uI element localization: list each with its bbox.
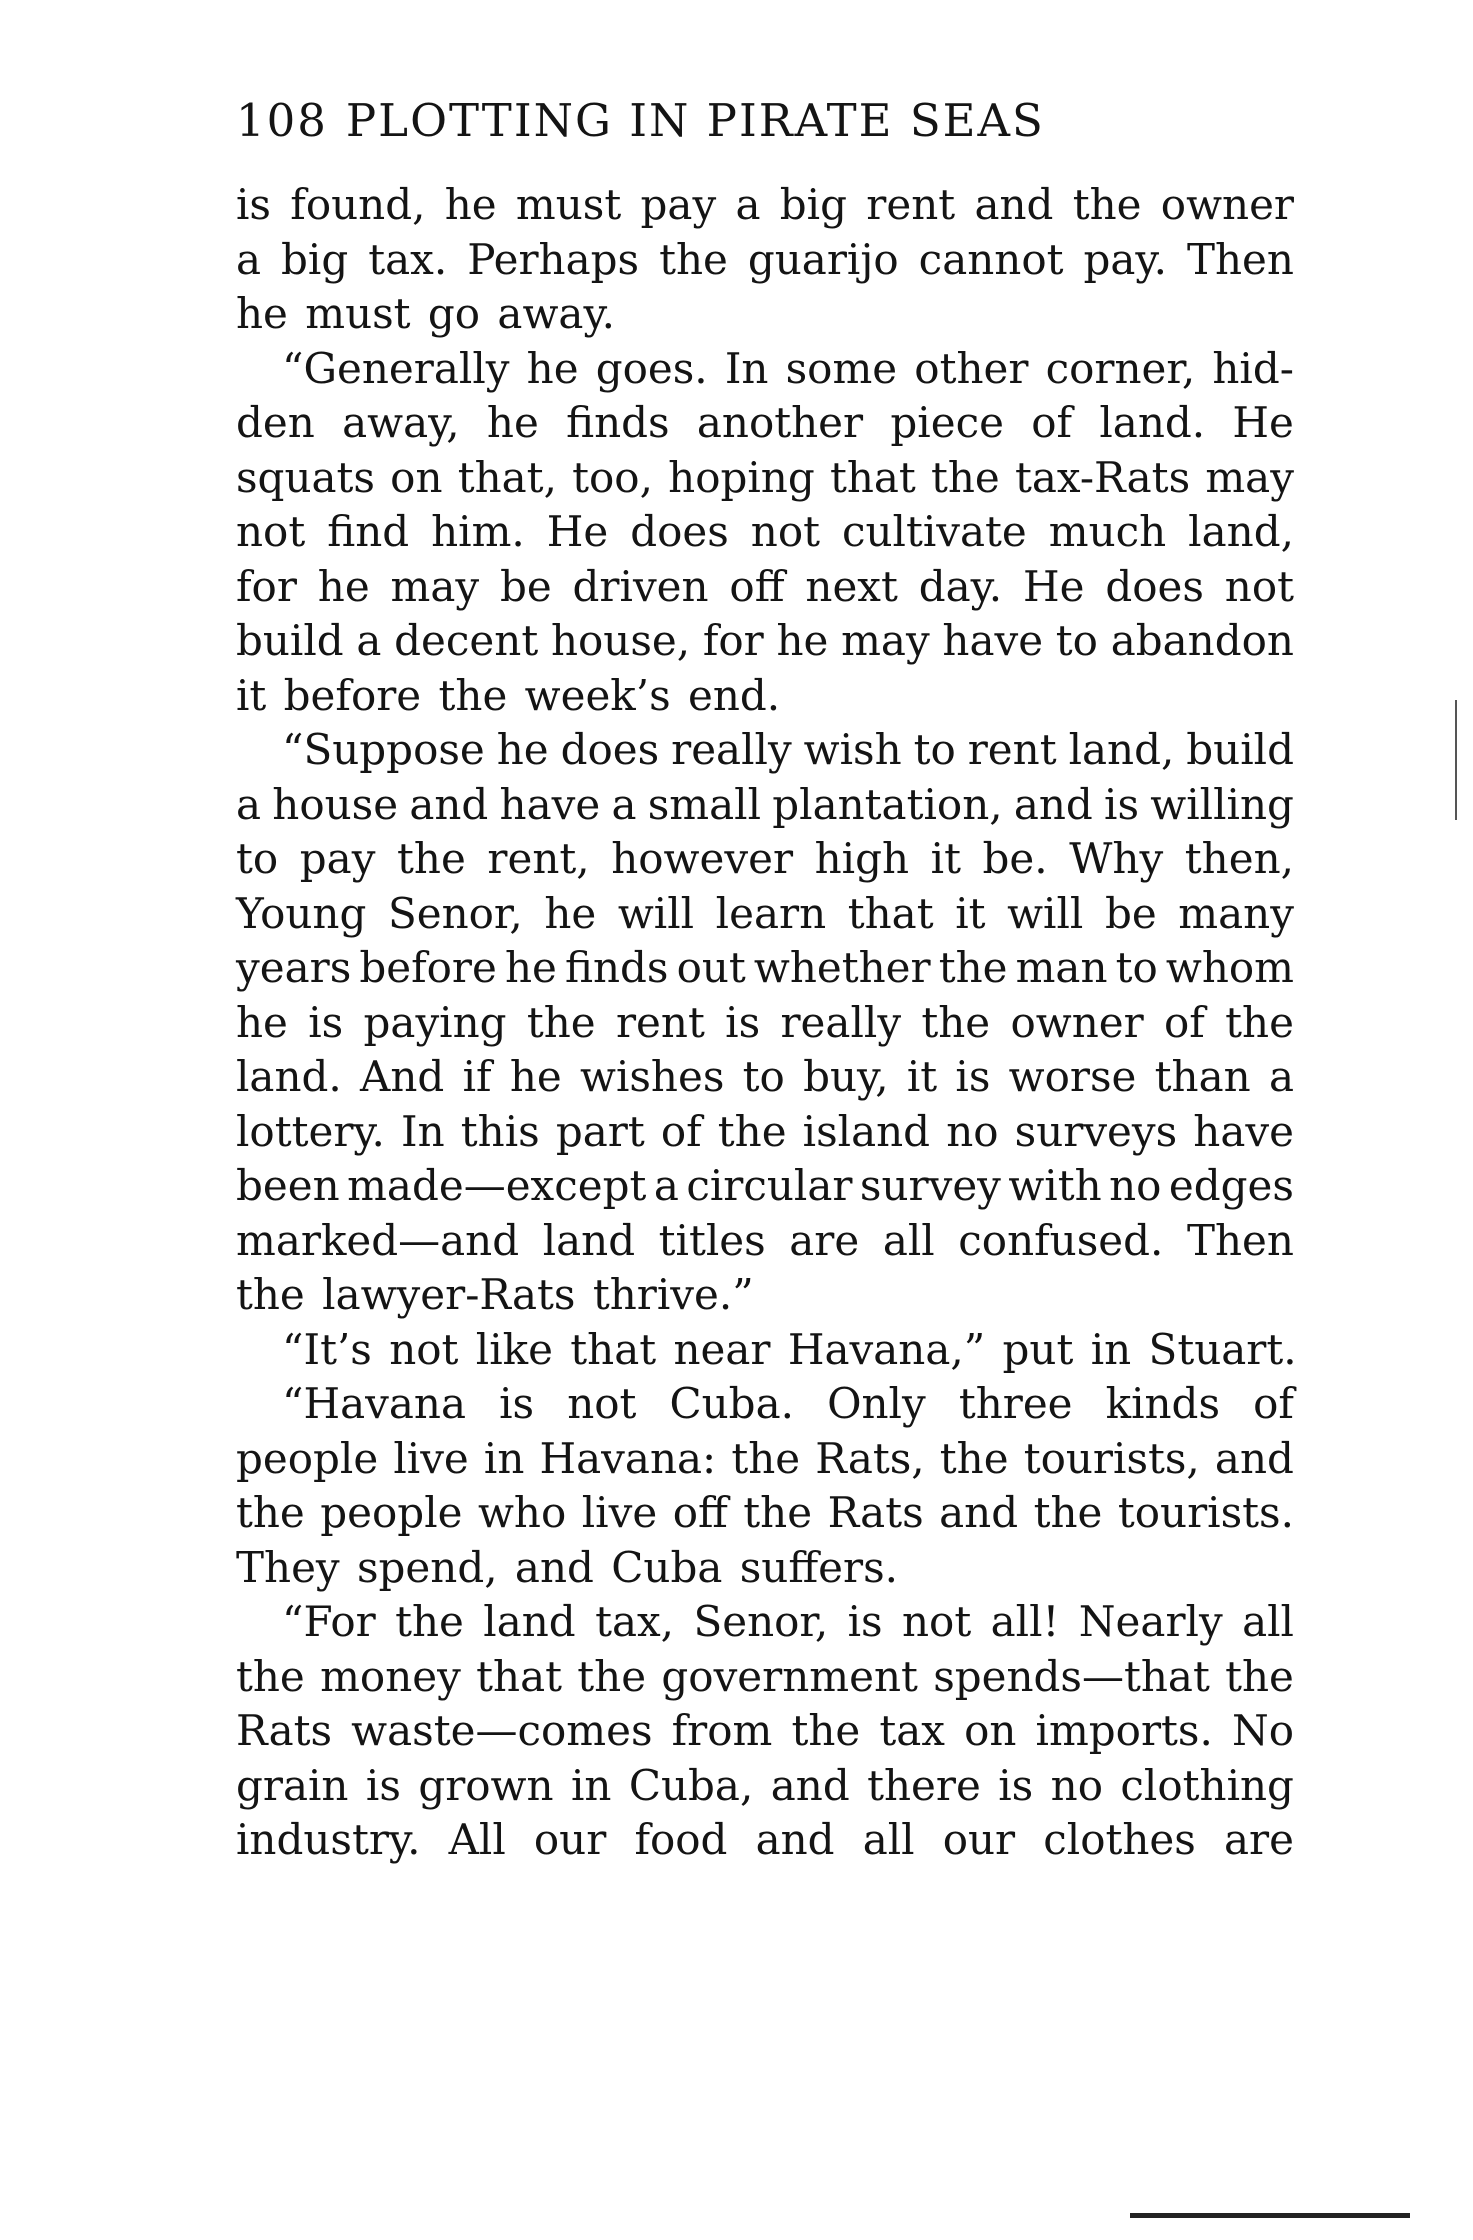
text-line: squats on that, too, hoping that the tax-Rats may [236,452,1294,502]
text-line: the people who live off the Rats and the tourists. [236,1488,1294,1537]
text-line: “For the land tax, Senor, is not all! Nearly all [282,1597,1294,1646]
text-line: Young Senor, he will learn that it will be many [236,888,1294,938]
text-line: den away, he finds another piece of land. He [236,398,1294,447]
text-line: “Havana is not Cuba. Only three kinds of [282,1379,1294,1428]
text-line: grain is grown in Cuba, and there is no clothing [236,1760,1294,1810]
text-line: Rats waste—comes from the tax on imports. No [236,1706,1294,1755]
text-line: been made—except a circular survey with no edges [236,1161,1294,1210]
margin-mark [1455,700,1457,820]
text-line: the lawyer-Rats thrive.” [236,1270,754,1319]
text-line: industry. All our food and all our clothes are [236,1815,1294,1864]
bottom-rule [1130,2213,1410,2218]
body-text [236,178,1297,1868]
text-line: for he may be driven off next day. He does not [236,561,1294,611]
text-line: he is paying the rent is really the owner of the [236,997,1294,1047]
text-line: it before the week’s end. [236,670,781,720]
text-line: land. And if he wishes to buy, it is worse than a [236,1052,1294,1101]
text-line: not find him. He does not cultivate much land, [236,507,1294,556]
text-line: They spend, and Cuba suffers. [236,1542,898,1592]
text-line: a big tax. Perhaps the guarijo cannot pay. Then [236,234,1294,284]
page-number: 108 [236,94,328,147]
text-line: marked—and land titles are all confused. Then [236,1215,1294,1265]
text-line: is found, he must pay a big rent and the owner [236,180,1294,229]
text-line: “Generally he goes. In some other corner, hid- [282,343,1294,393]
text-line: the money that the government spends—that the [236,1651,1294,1701]
running-head [236,94,1045,147]
text-line: “It’s not like that near Havana,” put in Stuart. [282,1324,1297,1374]
text-line: build a decent house, for he may have to abandon [236,616,1294,665]
text-line: he must go away. [236,289,615,338]
text-line: to pay the rent, however high it be. Why then, [236,834,1294,883]
text-line: years before he finds out whether the man to whom [236,943,1294,992]
text-line: a house and have a small plantation, and is willing [236,779,1294,829]
book-title: PLOTTING IN PIRATE SEAS [345,94,1045,147]
text-line: people live in Havana: the Rats, the tourists, and [236,1433,1294,1483]
text-line: “Suppose he does really wish to rent land, build [282,725,1294,774]
text-line: lottery. In this part of the island no surveys have [236,1106,1294,1156]
